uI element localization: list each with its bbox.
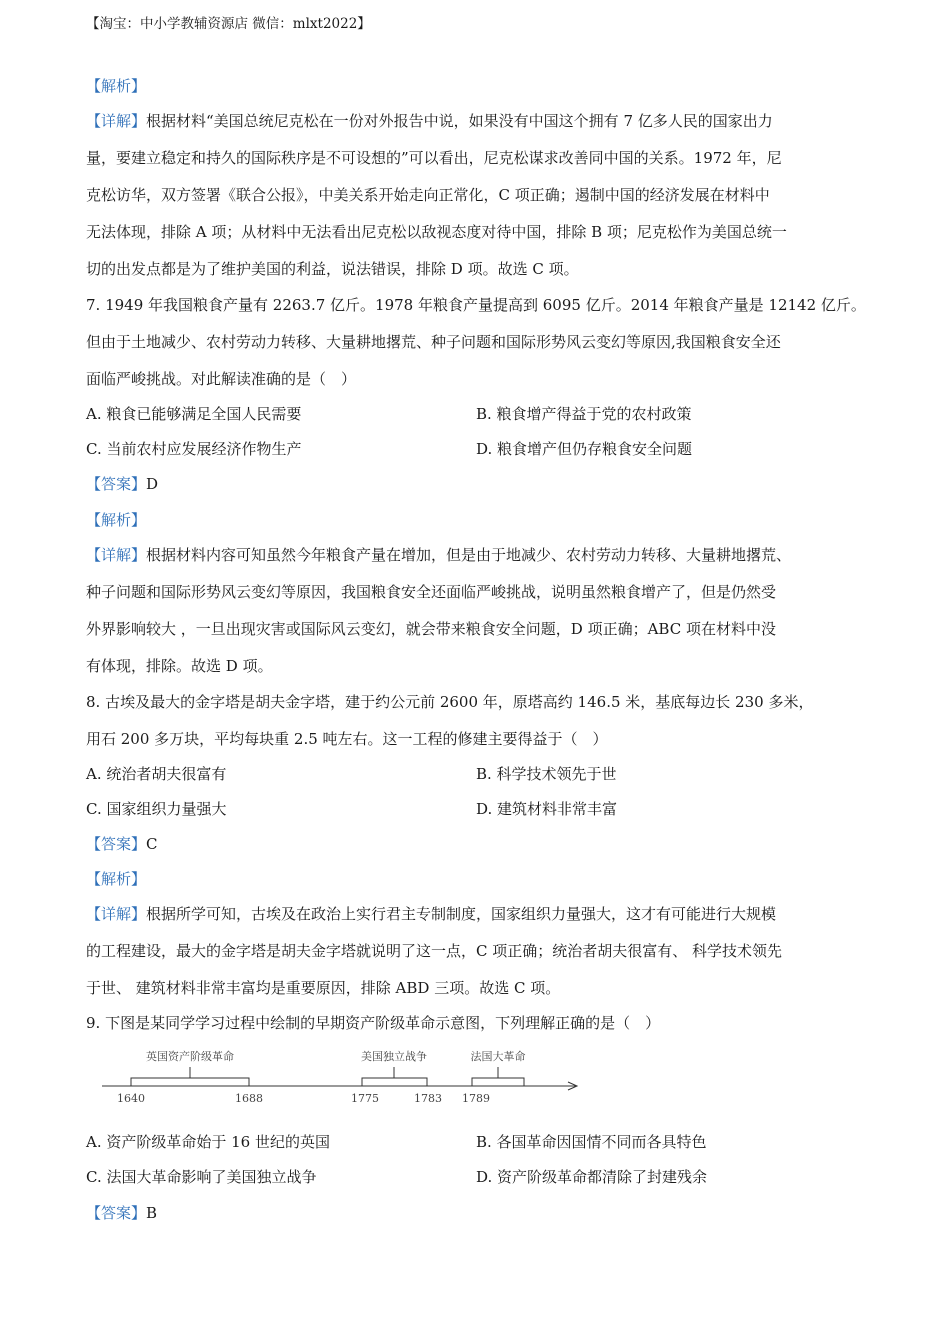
- q7-stem-line: 但由于土地减少、农村劳动力转移、大量耕地撂荒、种子问题和国际形势风云变幻等原因,我国粮食安全还: [86, 333, 781, 351]
- revolution-timeline-diagram: [96, 1044, 596, 1114]
- q9-option-d: D. 资产阶级革命都清除了封建残余: [476, 1168, 708, 1186]
- q8-option-c: C. 国家组织力量强大: [86, 800, 227, 818]
- q6-detail-label: 【详解】: [86, 112, 147, 130]
- q9-option-c: C. 法国大革命影响了美国独立战争: [86, 1168, 317, 1186]
- q6-detail-line: 【详解】根据材料“美国总统尼克松在一份对外报告中说，如果没有中国这个拥有 7 亿多人民的国家出力: [86, 112, 773, 130]
- q8-option-d: D. 建筑材料非常丰富: [476, 800, 618, 818]
- q8-option-a: A. 统治者胡夫很富有: [86, 765, 227, 783]
- label-english-revolution: 英国资产阶级革命: [146, 1050, 234, 1063]
- label-french-revolution: 法国大革命: [470, 1050, 526, 1063]
- bracket-english-revolution: [131, 1078, 249, 1086]
- q6-analysis-label: 【解析】: [86, 77, 147, 95]
- q7-option-c: C. 当前农村应发展经济作物生产: [86, 440, 302, 458]
- q7-detail-line: 有体现，排除。故选 D 项。: [86, 657, 273, 675]
- q9-option-a: A. 资产阶级革命始于 16 世纪的英国: [86, 1133, 330, 1151]
- q9-answer: 【答案】B: [86, 1204, 158, 1222]
- label-american-war: 美国独立战争: [361, 1050, 427, 1063]
- q8-answer: 【答案】C: [86, 835, 158, 853]
- q7-analysis-label: 【解析】: [86, 511, 147, 529]
- q6-detail-line: 量，要建立稳定和持久的国际秩序是不可设想的”可以看出，尼克松谋求改善同中国的关系。1972 年，尼: [86, 149, 782, 167]
- q7-stem-line: 面临严峻挑战。对此解读准确的是（ ）: [86, 370, 357, 388]
- q9-option-b: B. 各国革命因国情不同而各具特色: [476, 1133, 707, 1151]
- q7-detail-label: 【详解】: [86, 546, 147, 564]
- q7-option-d: D. 粮食增产但仍存粮食安全问题: [476, 440, 693, 458]
- q9-stem: 9. 下图是某同学学习过程中绘制的早期资产阶级革命示意图，下列理解正确的是（ ）: [86, 1014, 661, 1032]
- q7-detail-line: 种子问题和国际形势风云变幻等原因，我国粮食安全还面临严峻挑战，说明虽然粮食增产了，但是仍然受: [86, 583, 777, 601]
- year-label: 1789: [462, 1092, 490, 1105]
- q7-option-b: B. 粮食增产得益于党的农村政策: [476, 405, 692, 423]
- bracket-french-revolution: [472, 1078, 524, 1086]
- q7-detail-line: 外界影响较大 ，一旦出现灾害或国际风云变幻，就会带来粮食安全问题，D 项正确；ABC 项在材料中没: [86, 620, 776, 638]
- q8-stem-line: 用石 200 多万块，平均每块重 2.5 吨左右。这一工程的修建主要得益于（ ）: [86, 730, 608, 748]
- q6-detail-line: 切的出发点都是为了维护美国的利益，说法错误，排除 D 项。故选 C 项。: [86, 260, 579, 278]
- q7-detail-line: 【详解】根据材料内容可知虽然今年粮食产量在增加，但是由于地减少、农村劳动力转移、大量耕地撂荒、: [86, 546, 792, 564]
- q8-analysis-label: 【解析】: [86, 870, 147, 888]
- q8-detail-line: 于世、 建筑材料非常丰富均是重要原因，排除 ABD 三项。故选 C 项。: [86, 979, 561, 997]
- q8-detail-line: 【详解】根据所学可知，古埃及在政治上实行君主专制制度，国家组织力量强大，这才有可能进行大规模: [86, 905, 777, 923]
- year-label: 1640: [117, 1092, 145, 1105]
- bracket-american-war: [362, 1078, 427, 1086]
- year-label: 1783: [414, 1092, 442, 1105]
- q7-option-a: A. 粮食已能够满足全国人民需要: [86, 405, 302, 423]
- q8-stem-line: 8. 古埃及最大的金字塔是胡夫金字塔，建于约公元前 2600 年，原塔高约 146.5 米，基底每边长 230 多米，: [86, 693, 814, 711]
- source-header: 【淘宝：中小学教辅资源店 微信：mlxt2022】: [86, 16, 371, 32]
- q7-stem-line: 7. 1949 年我国粮食产量有 2263.7 亿斤。1978 年粮食产量提高到 6095 亿斤。2014 年粮食产量是 12142 亿斤。: [86, 296, 866, 314]
- q8-detail-label: 【详解】: [86, 905, 147, 923]
- q7-answer: 【答案】D: [86, 475, 159, 493]
- q6-detail-line: 无法体现，排除 A 项；从材料中无法看出尼克松以敌视态度对待中国，排除 B 项；尼克松作为美国总统一: [86, 223, 787, 241]
- q6-detail-line: 克松访华，双方签署《联合公报》，中美关系开始走向正常化，C 项正确；遏制中国的经济发展在材料中: [86, 186, 770, 204]
- q8-option-b: B. 科学技术领先于世: [476, 765, 617, 783]
- year-label: 1688: [235, 1092, 263, 1105]
- q8-detail-line: 的工程建设，最大的金字塔是胡夫金字塔就说明了这一点，C 项正确；统治者胡夫很富有、 科学技术领先: [86, 942, 783, 960]
- year-label: 1775: [351, 1092, 379, 1105]
